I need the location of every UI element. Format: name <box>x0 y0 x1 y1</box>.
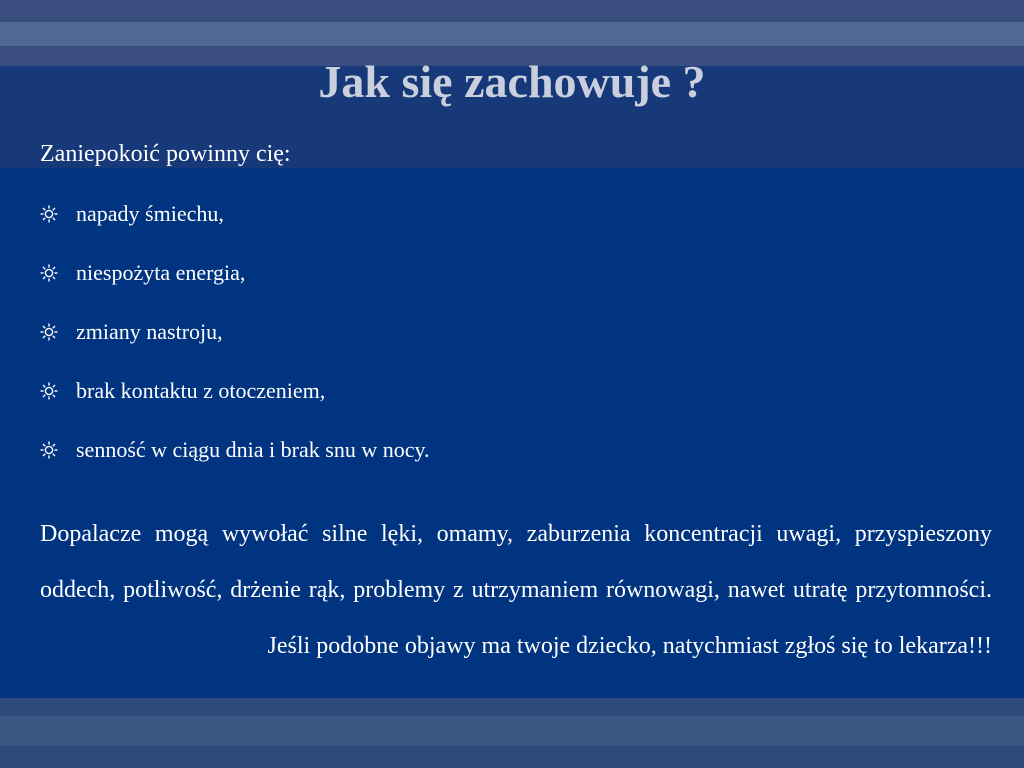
footer-band-bottom <box>0 746 1024 768</box>
bullet-list <box>40 196 430 491</box>
slide-title: Jak się zachowuje ? <box>318 56 706 107</box>
header-band-top <box>0 0 1024 22</box>
intro-text: Zaniepokoić powinny cię: <box>40 141 291 167</box>
list-item <box>40 255 430 314</box>
sun-icon <box>40 373 62 409</box>
list-item-label: napady śmiechu, <box>76 201 224 226</box>
list-item-label: niespożyta energia, <box>76 260 246 285</box>
footer-band-light <box>0 716 1024 746</box>
header-band-light <box>0 22 1024 46</box>
footer-band-top <box>0 698 1024 716</box>
sun-icon <box>40 314 62 350</box>
sun-icon <box>40 196 62 232</box>
sun-icon <box>40 432 62 468</box>
list-item <box>40 373 430 432</box>
sun-icon <box>40 255 62 291</box>
list-item-label: brak kontaktu z otoczeniem, <box>76 378 326 403</box>
list-item <box>40 314 430 373</box>
warning-paragraph: Dopalacze mogą wywołać silne lęki, omamy, zaburzenia koncentracji uwagi, przyspieszony oddech, potliwość, drżenie rąk, problemy z utrzymaniem równowagi, nawet utratę przytomności. Jeśli podobne objawy ma twoje dziecko, natychmiast zgłoś się to lekarza!!! <box>40 521 992 659</box>
list-item-label: senność w ciągu dnia i brak snu w nocy. <box>76 437 430 462</box>
list-item-label: zmiany nastroju, <box>76 319 223 344</box>
list-item <box>40 196 430 255</box>
list-item <box>40 432 430 491</box>
